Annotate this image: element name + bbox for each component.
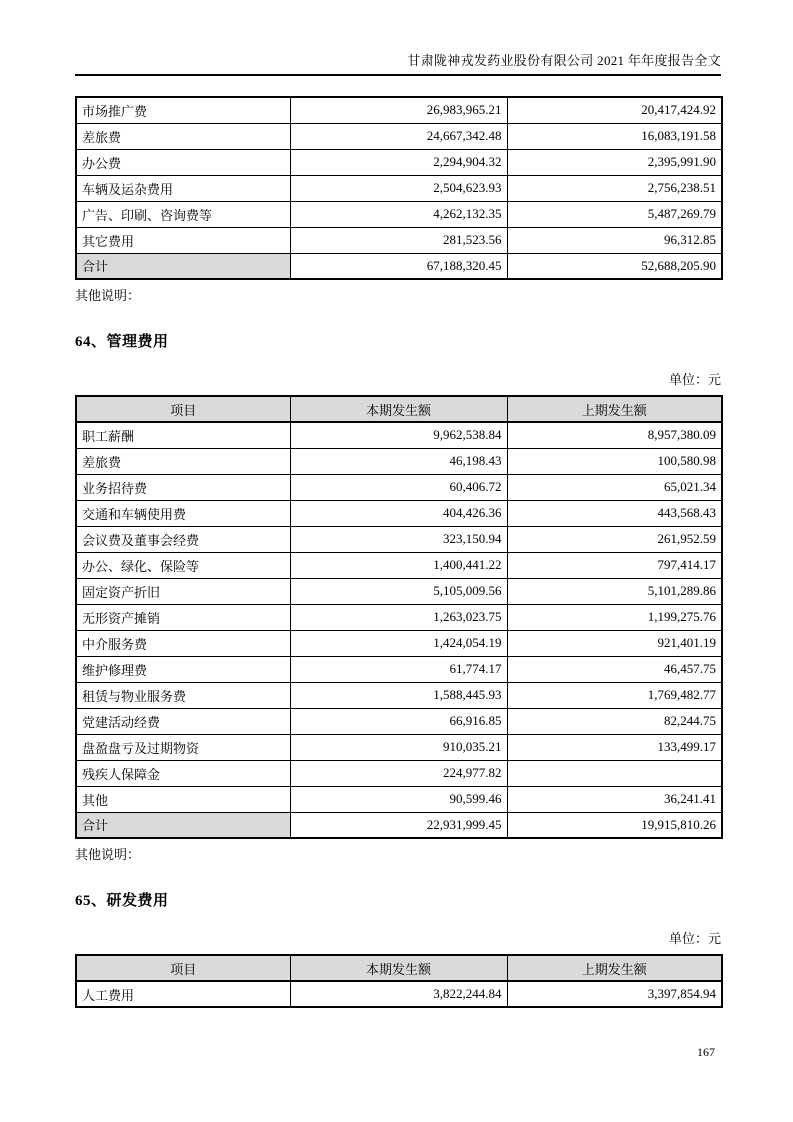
prior-period-amount-cell: 19,915,810.26 — [507, 812, 722, 838]
current-period-amount-cell: 61,774.17 — [290, 656, 507, 682]
item-name-cell: 中介服务费 — [76, 630, 290, 656]
item-name-cell: 无形资产摊销 — [76, 604, 290, 630]
table-row — [76, 448, 722, 474]
current-period-amount-cell: 1,263,023.75 — [290, 604, 507, 630]
table-row — [76, 552, 722, 578]
sales-expenses-table — [75, 96, 723, 280]
table-row — [76, 734, 722, 760]
table-row — [76, 630, 722, 656]
current-period-amount-cell: 4,262,132.35 — [290, 201, 507, 227]
table-row — [76, 656, 722, 682]
current-period-amount-cell: 60,406.72 — [290, 474, 507, 500]
prior-period-amount-cell: 36,241.41 — [507, 786, 722, 812]
prior-period-amount-cell: 3,397,854.94 — [507, 981, 722, 1007]
item-name-cell: 广告、印刷、咨询费等 — [76, 201, 290, 227]
current-period-amount-cell: 24,667,342.48 — [290, 123, 507, 149]
prior-period-amount-cell: 797,414.17 — [507, 552, 722, 578]
table-row — [76, 786, 722, 812]
column-header-prior-period: 上期发生额 — [507, 955, 722, 981]
item-name-cell: 会议费及董事会经费 — [76, 526, 290, 552]
item-name-cell: 市场推广费 — [76, 97, 290, 123]
table-row — [76, 760, 722, 786]
other-notes-label-1: 其他说明： — [75, 288, 141, 303]
item-name-cell: 差旅费 — [76, 448, 290, 474]
page-number: 167 — [697, 1045, 715, 1059]
item-name-cell: 其它费用 — [76, 227, 290, 253]
prior-period-amount-cell: 261,952.59 — [507, 526, 722, 552]
current-period-amount-cell: 910,035.21 — [290, 734, 507, 760]
other-notes-label-2: 其他说明： — [75, 847, 141, 862]
table-total-row — [76, 253, 722, 279]
table-row — [76, 422, 722, 448]
table-row — [76, 578, 722, 604]
header-divider — [75, 74, 721, 76]
table-row — [76, 123, 722, 149]
prior-period-amount-cell: 1,769,482.77 — [507, 682, 722, 708]
item-name-cell: 租赁与物业服务费 — [76, 682, 290, 708]
current-period-amount-cell: 66,916.85 — [290, 708, 507, 734]
prior-period-amount-cell: 921,401.19 — [507, 630, 722, 656]
table-row — [76, 981, 722, 1007]
prior-period-amount-cell — [507, 760, 722, 786]
current-period-amount-cell: 67,188,320.45 — [290, 253, 507, 279]
admin-expenses-table — [75, 395, 723, 839]
current-period-amount-cell: 1,588,445.93 — [290, 682, 507, 708]
item-name-cell: 合计 — [76, 812, 290, 838]
admin-expenses-table-body — [76, 422, 722, 838]
page-header — [75, 0, 721, 70]
current-period-amount-cell: 22,931,999.45 — [290, 812, 507, 838]
prior-period-amount-cell: 2,395,991.90 — [507, 149, 722, 175]
current-period-amount-cell: 5,105,009.56 — [290, 578, 507, 604]
table-row — [76, 474, 722, 500]
prior-period-amount-cell: 443,568.43 — [507, 500, 722, 526]
section-64-heading: 64、管理费用 — [75, 334, 169, 350]
column-header-current-period: 本期发生额 — [290, 396, 507, 422]
current-period-amount-cell: 26,983,965.21 — [290, 97, 507, 123]
column-header-current-period: 本期发生额 — [290, 955, 507, 981]
item-name-cell: 党建活动经费 — [76, 708, 290, 734]
current-period-amount-cell: 9,962,538.84 — [290, 422, 507, 448]
table-row — [76, 708, 722, 734]
table-header-row — [76, 396, 722, 422]
current-period-amount-cell: 2,504,623.93 — [290, 175, 507, 201]
current-period-amount-cell: 3,822,244.84 — [290, 981, 507, 1007]
column-header-item: 项目 — [76, 396, 290, 422]
current-period-amount-cell: 323,150.94 — [290, 526, 507, 552]
section-65-heading: 65、研发费用 — [75, 893, 169, 909]
column-header-prior-period: 上期发生额 — [507, 396, 722, 422]
prior-period-amount-cell: 65,021.34 — [507, 474, 722, 500]
item-name-cell: 维护修理费 — [76, 656, 290, 682]
prior-period-amount-cell: 82,244.75 — [507, 708, 722, 734]
prior-period-amount-cell: 5,487,269.79 — [507, 201, 722, 227]
current-period-amount-cell: 404,426.36 — [290, 500, 507, 526]
current-period-amount-cell: 1,400,441.22 — [290, 552, 507, 578]
current-period-amount-cell: 281,523.56 — [290, 227, 507, 253]
table-row — [76, 604, 722, 630]
table-row — [76, 149, 722, 175]
table-total-row — [76, 812, 722, 838]
item-name-cell: 办公、绿化、保险等 — [76, 552, 290, 578]
prior-period-amount-cell: 2,756,238.51 — [507, 175, 722, 201]
table-header-row — [76, 955, 722, 981]
item-name-cell: 人工费用 — [76, 981, 290, 1007]
unit-label-64: 单位：元 — [668, 372, 721, 387]
item-name-cell: 固定资产折旧 — [76, 578, 290, 604]
prior-period-amount-cell: 1,199,275.76 — [507, 604, 722, 630]
item-name-cell: 差旅费 — [76, 123, 290, 149]
prior-period-amount-cell: 46,457.75 — [507, 656, 722, 682]
prior-period-amount-cell: 133,499.17 — [507, 734, 722, 760]
rd-expenses-table-body — [76, 981, 722, 1007]
prior-period-amount-cell: 5,101,289.86 — [507, 578, 722, 604]
table-row — [76, 227, 722, 253]
table-row — [76, 97, 722, 123]
item-name-cell: 职工薪酬 — [76, 422, 290, 448]
table-row — [76, 201, 722, 227]
table-row — [76, 500, 722, 526]
prior-period-amount-cell: 100,580.98 — [507, 448, 722, 474]
item-name-cell: 交通和车辆使用费 — [76, 500, 290, 526]
item-name-cell: 办公费 — [76, 149, 290, 175]
item-name-cell: 其他 — [76, 786, 290, 812]
current-period-amount-cell: 224,977.82 — [290, 760, 507, 786]
current-period-amount-cell: 46,198.43 — [290, 448, 507, 474]
sales-expenses-table-body — [76, 97, 722, 279]
report-header-title: 甘肃陇神戎发药业股份有限公司 2021 年年度报告全文 — [407, 53, 721, 68]
table-row — [76, 526, 722, 552]
rd-expenses-table — [75, 954, 723, 1008]
table-row — [76, 682, 722, 708]
column-header-item: 项目 — [76, 955, 290, 981]
unit-label-65: 单位：元 — [668, 931, 721, 946]
prior-period-amount-cell: 8,957,380.09 — [507, 422, 722, 448]
current-period-amount-cell: 2,294,904.32 — [290, 149, 507, 175]
item-name-cell: 车辆及运杂费用 — [76, 175, 290, 201]
item-name-cell: 残疾人保障金 — [76, 760, 290, 786]
item-name-cell: 盘盈盘亏及过期物资 — [76, 734, 290, 760]
current-period-amount-cell: 90,599.46 — [290, 786, 507, 812]
item-name-cell: 合计 — [76, 253, 290, 279]
prior-period-amount-cell: 52,688,205.90 — [507, 253, 722, 279]
table-row — [76, 175, 722, 201]
current-period-amount-cell: 1,424,054.19 — [290, 630, 507, 656]
prior-period-amount-cell: 20,417,424.92 — [507, 97, 722, 123]
prior-period-amount-cell: 16,083,191.58 — [507, 123, 722, 149]
prior-period-amount-cell: 96,312.85 — [507, 227, 722, 253]
item-name-cell: 业务招待费 — [76, 474, 290, 500]
